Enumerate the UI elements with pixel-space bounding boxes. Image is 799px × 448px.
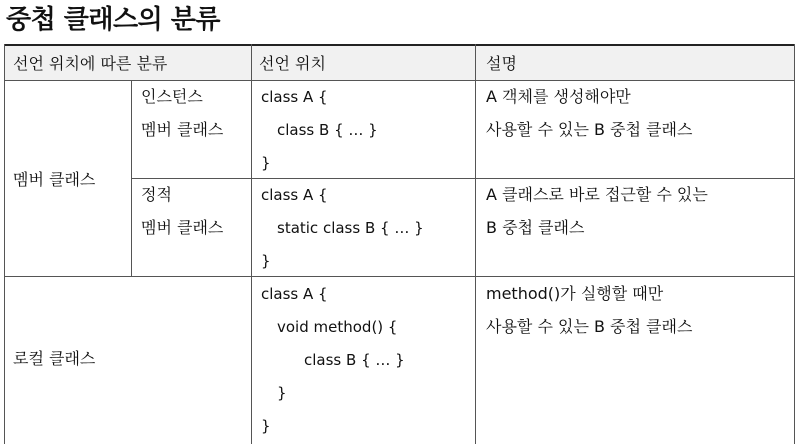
static-desc-line-1: A 클래스로 바로 접근할 수 있는 [486,185,708,204]
instance-desc-line-1: A 객체를 생성해야만 [486,87,631,106]
instance-code-line-2: class B { … } [277,121,378,139]
header-divider [4,80,795,81]
instance-code-line-3: } [261,154,271,172]
local-code-line-1: class A { [261,285,328,303]
local-code-line-5: } [261,417,271,435]
member-row-divider [131,178,795,179]
local-code-line-2: void method() { [277,318,398,336]
instance-type-line-1: 인스턴스 [141,87,203,106]
local-desc-line-1: method()가 실행할 때만 [486,284,664,303]
static-code-line-3: } [261,252,271,270]
table-right-border [794,44,795,444]
static-type-line-1: 정적 [141,185,172,204]
instance-type-line-2: 멤버 클래스 [141,120,224,139]
local-code-line-4: } [277,384,287,402]
local-class-label: 로컬 클래스 [13,349,96,368]
column-divider-2 [475,44,476,444]
header-classification: 선언 위치에 따른 분류 [13,54,168,73]
instance-desc-line-2: 사용할 수 있는 B 중첩 클래스 [486,120,693,139]
local-desc-line-2: 사용할 수 있는 B 중첩 클래스 [486,317,693,336]
static-type-line-2: 멤버 클래스 [141,218,224,237]
instance-code-line-1: class A { [261,88,328,106]
header-description: 설명 [486,54,517,73]
static-code-line-1: class A { [261,186,328,204]
local-code-line-3: class B { … } [304,351,405,369]
table-left-border [4,44,5,444]
column-divider-1 [251,44,252,444]
member-subdivider [131,80,132,276]
static-desc-line-2: B 중첩 클래스 [486,218,585,237]
classification-table [4,44,795,444]
local-row-divider [4,276,795,277]
header-location: 선언 위치 [259,54,326,73]
static-code-line-2: static class B { … } [277,219,424,237]
table-top-border [4,44,795,46]
member-class-label: 멤버 클래스 [13,170,96,189]
page-title: 중첩 클래스의 분류 [6,5,221,35]
